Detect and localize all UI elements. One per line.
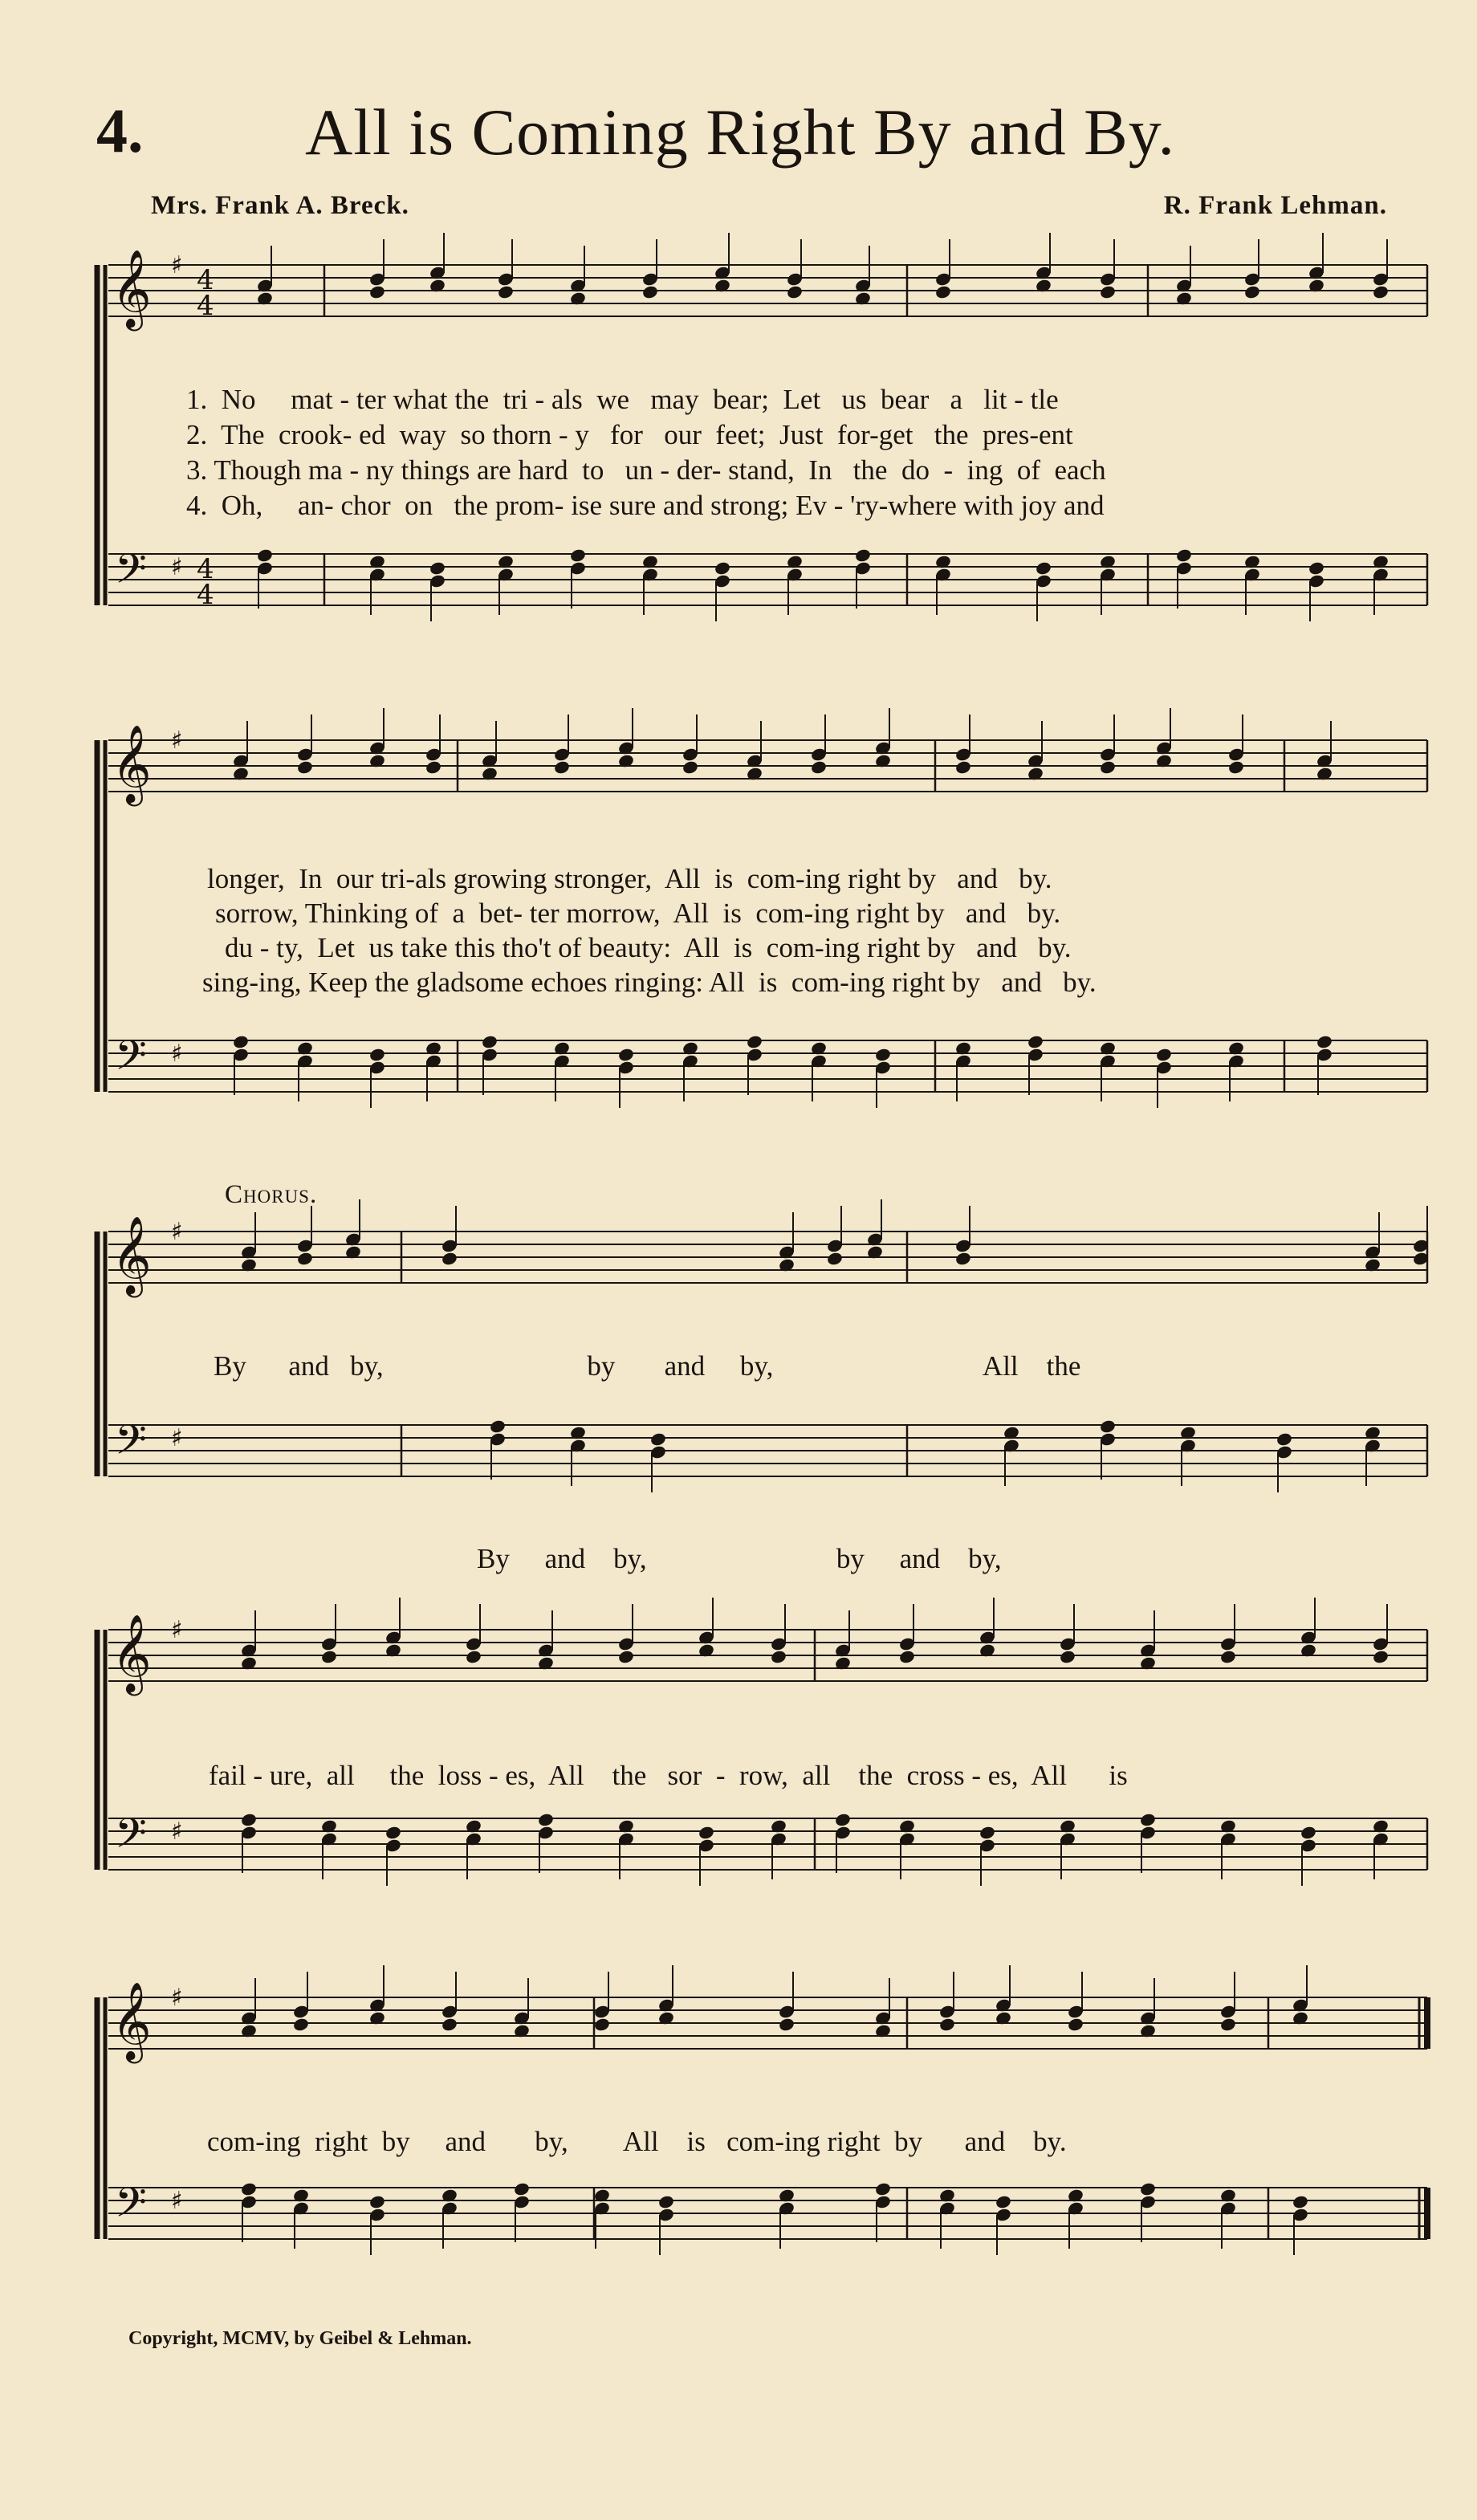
note-head [1227, 759, 1245, 775]
note-head [441, 2017, 458, 2032]
note-head [714, 560, 731, 576]
note-head [1316, 1034, 1333, 1049]
note-head [786, 284, 804, 299]
treble-clef: 𝄞 [112, 1614, 152, 1692]
note-head [1099, 1419, 1117, 1434]
note-head [778, 2017, 795, 2032]
note-head [256, 548, 274, 563]
note-head [429, 560, 446, 576]
key-signature-sharp: ♯ [171, 1040, 183, 1068]
note-head [934, 284, 952, 299]
key-signature-sharp: ♯ [171, 251, 183, 279]
note-head [698, 1825, 715, 1840]
note-head [810, 759, 828, 775]
note-head [593, 2017, 611, 2032]
note-head [770, 1649, 787, 1664]
verse-3-line-1: 3. Though ma - ny things are hard to un - der- stand, In the do - ing of each [186, 454, 1106, 486]
note-head [874, 1047, 892, 1062]
note-head [1139, 1812, 1157, 1827]
verse-4-line-2: sing-ing, Keep the gladsome echoes ringing: All is com-ing right by and by. [202, 967, 1097, 998]
bass-clef: 𝄢 [115, 1415, 147, 1474]
note-head [1219, 1649, 1237, 1664]
note-head [1099, 759, 1117, 775]
hymn-title: All is Coming Right By and By. [305, 96, 1175, 169]
chorus-bass-lyric: By and by, by and by, [477, 1543, 1002, 1574]
note-head [1155, 1047, 1173, 1062]
note-head [296, 1251, 314, 1266]
key-signature-sharp: ♯ [171, 1818, 183, 1846]
key-signature-sharp: ♯ [171, 1424, 183, 1452]
time-signature-bottom: 4 [197, 290, 214, 322]
note-head [1243, 284, 1261, 299]
note-head [1099, 284, 1117, 299]
note-head [995, 2194, 1012, 2209]
key-signature-sharp: ♯ [171, 553, 183, 581]
note-head [1027, 1034, 1044, 1049]
note-head [617, 1649, 635, 1664]
note-head [513, 2181, 531, 2196]
note-head [938, 2017, 956, 2032]
verse-2-line-2: sorrow, Thinking of a bet- ter morrow, All is com-ing right by and by. [215, 898, 1061, 929]
note-head [1308, 560, 1325, 576]
treble-clef: 𝄞 [112, 724, 152, 803]
verse-2-line-1: 2. The crook- ed way so thorn - y for our feet; Just for-get the pres-ent [186, 419, 1073, 450]
verse-1-line-1: 1. No mat - ter what the tri - als we may bear; Let us bear a lit - tle [186, 384, 1059, 415]
verse-3-line-2: du - ty, Let us take this tho't of beauty: All is com-ing right by and by. [225, 932, 1072, 963]
time-signature-top: 4 [197, 553, 214, 585]
note-head [296, 759, 314, 775]
note-head [368, 2194, 386, 2209]
verse-1-line-2: longer, In our tri-als growing stronger, All is com-ing right by and by. [207, 863, 1052, 894]
note-head [537, 1812, 555, 1827]
note-head [569, 548, 587, 563]
chorus-line-2: fail - ure, all the loss - es, All the sor - row, all the cross - es, All is [209, 1760, 1128, 1791]
treble-clef: 𝄞 [112, 1215, 152, 1294]
note-head [240, 2181, 258, 2196]
note-head [1175, 548, 1193, 563]
chorus-line-3: com-ing right by and by, All is com-ing right by and by. [207, 2126, 1067, 2157]
lyricist-credit: Mrs. Frank A. Breck. [151, 191, 409, 220]
note-head [1059, 1649, 1076, 1664]
note-head [385, 1825, 402, 1840]
note-head [1219, 2017, 1237, 2032]
note-head [1300, 1825, 1317, 1840]
note-head [617, 1047, 635, 1062]
note-head [682, 759, 699, 775]
note-head [641, 284, 659, 299]
note-head [1292, 2194, 1309, 2209]
treble-clef: 𝄞 [112, 249, 152, 328]
note-head [874, 2181, 892, 2196]
note-head [368, 284, 386, 299]
note-head [954, 1251, 972, 1266]
note-head [826, 1251, 844, 1266]
note-head [1067, 2017, 1084, 2032]
note-head [497, 284, 515, 299]
bass-clef: 𝄢 [115, 1031, 147, 1089]
note-head [979, 1825, 996, 1840]
treble-clef: 𝄞 [112, 1981, 152, 2060]
key-signature-sharp: ♯ [171, 727, 183, 755]
note-head [1372, 1649, 1390, 1664]
note-head [553, 759, 571, 775]
chorus-treble-lyric: By and by, by and by, All the [214, 1350, 1081, 1382]
note-head [320, 1649, 338, 1664]
note-head [1139, 2181, 1157, 2196]
composer-credit: R. Frank Lehman. [1163, 191, 1387, 220]
time-signature-top: 4 [197, 264, 214, 296]
key-signature-sharp: ♯ [171, 1984, 183, 2012]
key-signature-sharp: ♯ [171, 1218, 183, 1246]
note-head [481, 1034, 498, 1049]
note-head [854, 548, 872, 563]
note-head [368, 1047, 386, 1062]
note-head [1035, 560, 1052, 576]
note-head [489, 1419, 507, 1434]
note-head [240, 1812, 258, 1827]
note-head [649, 1431, 667, 1447]
key-signature-sharp: ♯ [171, 1616, 183, 1644]
chorus-label: Chorus. [225, 1180, 318, 1209]
bass-clef: 𝄢 [115, 544, 147, 603]
hymn-number: 4. [96, 96, 144, 165]
note-head [232, 1034, 250, 1049]
note-head [834, 1812, 852, 1827]
note-head [292, 2017, 310, 2032]
note-head [465, 1649, 482, 1664]
time-signature-bottom: 4 [197, 579, 214, 611]
bass-clef: 𝄢 [115, 2178, 147, 2237]
copyright-notice: Copyright, MCMV, by Geibel & Lehman. [128, 2328, 472, 2349]
bass-clef: 𝄢 [115, 1809, 147, 1867]
note-head [746, 1034, 763, 1049]
key-signature-sharp: ♯ [171, 2187, 183, 2215]
note-head [657, 2194, 675, 2209]
note-head [441, 1251, 458, 1266]
note-head [954, 759, 972, 775]
note-head [1372, 284, 1390, 299]
note-head [1276, 1431, 1293, 1447]
note-head [425, 759, 442, 775]
verse-4-line-1: 4. Oh, an- chor on the prom- ise sure and strong; Ev - 'ry-where with joy and [186, 490, 1105, 521]
note-head [898, 1649, 916, 1664]
